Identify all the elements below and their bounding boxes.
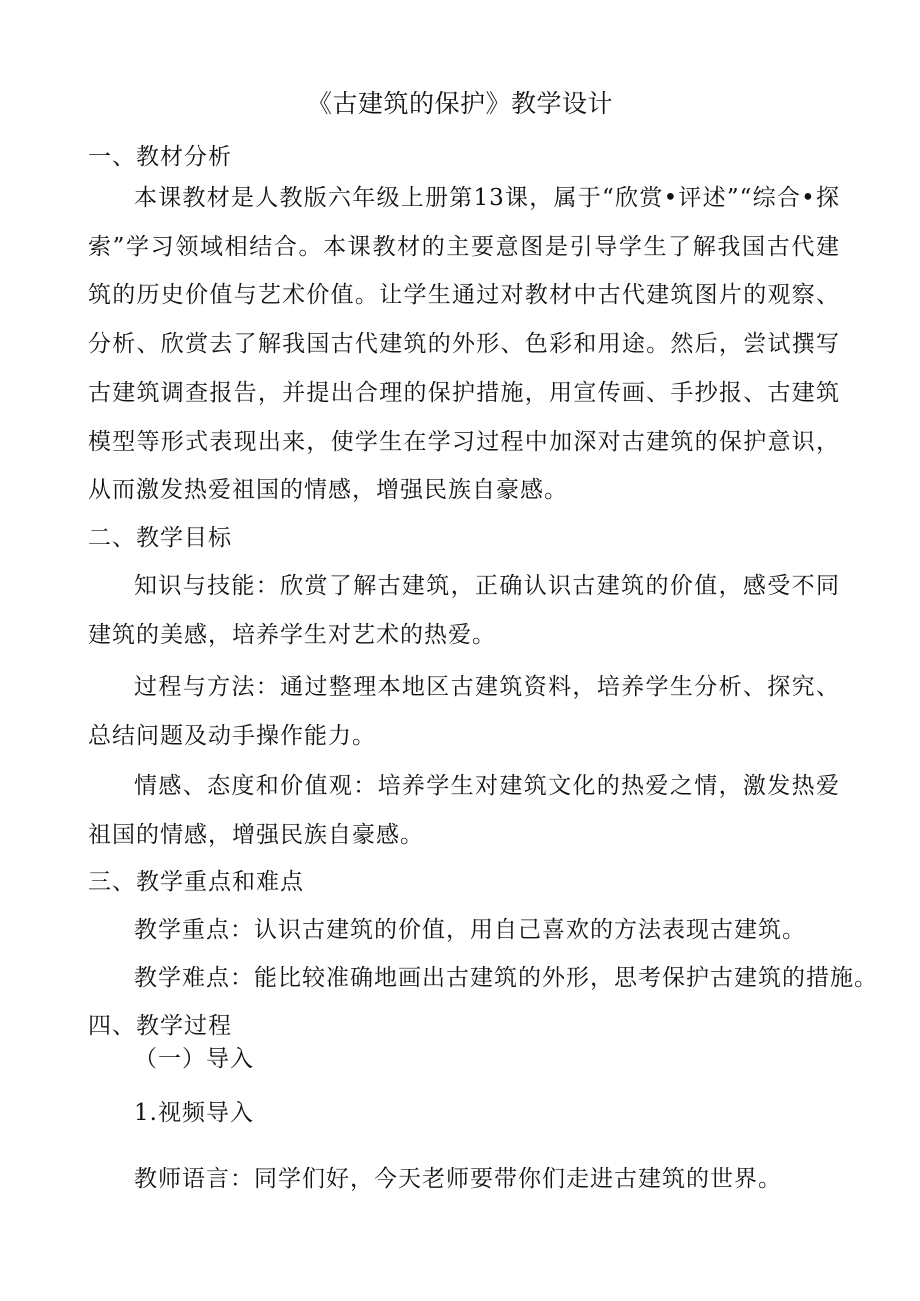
section-heading-materials: 一、教材分析 [88,144,232,170]
paragraph-materials-analysis: 本课教材是人教版六年级上册第13课，属于“欣赏•评述”“综合•探索”学习领域相结合。本课教材的主要意图是引导学生了解我国古代建筑的历史价值与艺术价值。让学生通过对教材中古代建筑图片的观察、分析、欣赏去了解我国古代建筑的外形、色彩和用途。然后，尝试撰写古建筑调查报告，并提出合理的保护措施，用宣传画、手抄报、古建筑模型等形式表现出来，使学生在学习过程中加深对古建筑的保护意识，从而激发热爱祖国的情感，增强民族自豪感。 [88,185,840,504]
subheading-introduction: （一）导入 [134,1046,254,1072]
section-heading-key-difficult-points: 三、教学重点和难点 [88,869,304,895]
key-point-text: 教学重点：认识古建筑的价值，用自己喜欢的方法表现古建筑。 [134,917,806,943]
teacher-speech-text: 教师语言：同学们好，今天老师要带你们走进古建筑的世界。 [134,1166,782,1192]
section-heading-objectives: 二、教学目标 [88,525,232,551]
document-title: 《古建筑的保护》教学设计 [306,89,613,118]
paragraph-process-methods: 过程与方法：通过整理本地区古建筑资料，培养学生分析、探究、总结问题及动手操作能力。 [88,674,840,749]
item-video-introduction: 1.视频导入 [134,1100,254,1126]
section-heading-process: 四、教学过程 [88,1013,232,1039]
paragraph-knowledge-skills: 知识与技能：欣赏了解古建筑，正确认识古建筑的价值，感受不同建筑的美感，培养学生对艺术的热爱。 [88,573,840,648]
difficulty-text: 教学难点：能比较准确地画出古建筑的外形，思考保护古建筑的措施。 [134,965,878,991]
paragraph-emotion-values: 情感、态度和价值观：培养学生对建筑文化的热爱之情，激发热爱祖国的情感，增强民族自豪感。 [88,773,840,848]
